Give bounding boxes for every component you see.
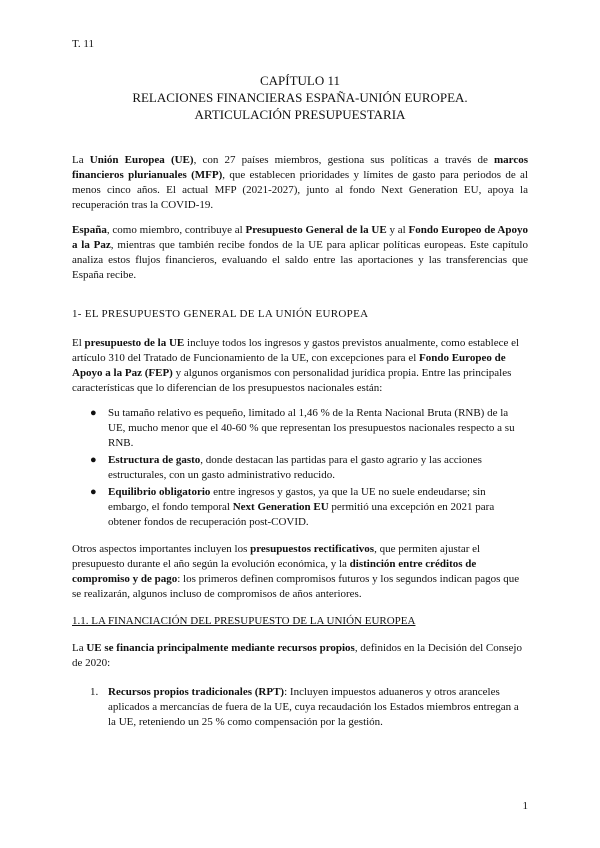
- intro-paragraph-1: La Unión Europea (UE), con 27 países miembros, gestiona sus políticas a través de marcos financieros plurianuales (MFP), que establecen prioridades y límites de gasto para periodos de al menos cinco años. El actual MFP (2021-2027), junto al fondo Next Generation EU, apoya la recuperación tras la COVID-19.: [72, 154, 529, 211]
- document-body: [72, 72, 528, 730]
- section1-paragraph-1: El presupuesto de la UE incluye todos los ingresos y gastos previstos anualmente, como establece el artículo 310 del Tratado de Funcionamiento de la UE, con excepciones para el Fondo Europeo de Apoyo a la Paz (FEP) y algunos organismos con personalidad jurídica propia. Entre las principales características que lo diferencian de los presupuestos nacionales están:: [72, 337, 520, 394]
- resources-list: [72, 685, 528, 730]
- intro-paragraph-2: España, como miembro, contribuye al Presupuesto General de la UE y al Fondo Europeo de Apoyo a la Paz, mientras que también recibe fondos de la UE para aplicar políticas europeas. Este capítulo analiza estos flujos financieros, evaluando el saldo entre las aportaciones y las transferencias que España recibe.: [72, 224, 528, 281]
- section-heading-1-1: 1.1. LA FINANCIACIÓN DEL PRESUPUESTO DE LA UNIÓN EUROPEA: [72, 615, 416, 627]
- chapter-title-line2: ARTICULACIÓN PRESUPUESTARIA: [194, 107, 406, 122]
- chapter-number: CAPÍTULO 11: [259, 73, 341, 88]
- chapter-title-line1: RELACIONES FINANCIERAS ESPAÑA-UNIÓN EUROPEA.: [132, 90, 468, 105]
- list-item: ● Su tamaño relativo es pequeño, limitado al 1,46 % de la Renta Nacional Bruta (RNB) de la UE, mucho menor que el 40-60 % que representan los presupuestos nacionales respecto a su RNB.: [90, 407, 515, 449]
- page-id: T. 11: [72, 38, 94, 50]
- page-number: 1: [522, 800, 528, 812]
- section1-paragraph-2: Otros aspectos importantes incluyen los presupuestos rectificativos, que permiten ajustar el presupuesto durante el año según la evolución económica, y la distinción entre créditos de compromiso y de pago: los primeros definen compromisos futuros y los segundos indican pagos que se realizarán, algunos incluso de compromisos de años anteriores.: [72, 543, 520, 600]
- list-item: 1. Recursos propios tradicionales (RPT): Incluyen impuestos aduaneros y otros aranceles aplicados a mercancías de fuera de la UE, cuya recaudación los Estados miembros entregan a la UE, reteniendo un 25 % como compensación por la gestión.: [90, 686, 519, 728]
- section-heading-1: 1- EL PRESUPUESTO GENERAL DE LA UNIÓN EUROPEA: [72, 308, 369, 320]
- bullet-icon: ●: [90, 454, 97, 466]
- section11-paragraph-1: La UE se financia principalmente mediante recursos propios, definidos en la Decisión del Consejo de 2020:: [72, 642, 522, 669]
- list-item: ● Estructura de gasto, donde destacan las partidas para el gasto agrario y las acciones estructurales, con un gasto administrativo reducido.: [90, 454, 482, 481]
- list-item: ● Equilibrio obligatorio entre ingresos y gastos, ya que la UE no suele endeudarse; sin embargo, el fondo temporal Next Generation EU permitió una excepción en 2021 para obtener fondos de recuperación post-COVID.: [90, 486, 495, 528]
- bullet-icon: ●: [90, 407, 97, 419]
- feature-list: [72, 406, 528, 530]
- bullet-icon: ●: [90, 486, 97, 498]
